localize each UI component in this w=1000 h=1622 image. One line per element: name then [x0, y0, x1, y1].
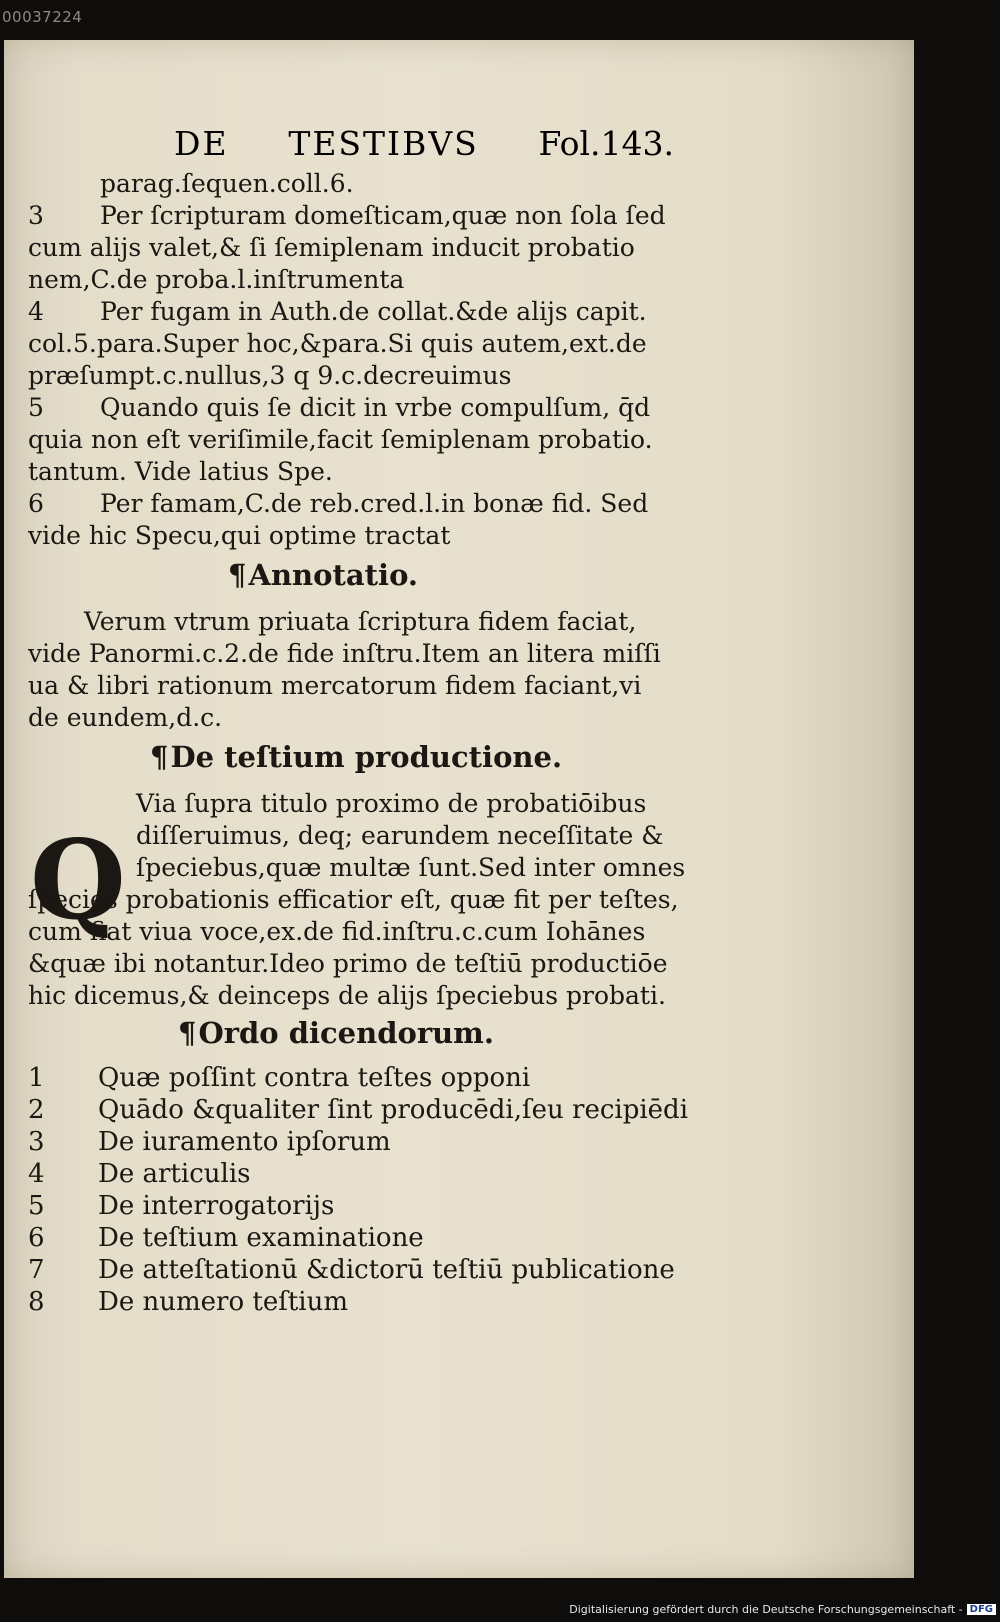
dfg-logo-icon: DFG	[967, 1604, 996, 1615]
text-line: vide Panormi.c.2.de fide inſtru.Item an litera miſſi	[28, 639, 661, 668]
text-line: 3 Per ſcripturam domeſticam,quæ non ſola ſed	[28, 201, 666, 230]
text-line: Via ſupra titulo proximo de probatiōibus	[136, 789, 647, 818]
text-line: parag.ſequen.coll.6.	[100, 169, 354, 198]
running-head-left: DE	[174, 124, 229, 163]
pilcrow-icon: ¶	[150, 740, 169, 774]
list-item: 7 De atteſtationū &dictorū teſtiū publicatione	[28, 1255, 675, 1285]
folio-number: Fol.143.	[538, 124, 674, 163]
book-page	[4, 40, 914, 1578]
text-line: cum fiat viua voce,ex.de fid.inſtru.c.cum Iohānes	[28, 917, 646, 946]
initial-letter: Q	[30, 815, 126, 944]
list-item: 3 De iuramento ipſorum	[28, 1127, 391, 1157]
list-item: 2 Quādo &qualiter ſint producēdi,ſeu recipiēdi	[28, 1095, 689, 1125]
text-line: ſpeciebus,quæ multæ ſunt.Sed inter omnes	[136, 853, 686, 882]
text-line: cum alijs valet,& ſi ſemiplenam inducit probatio	[28, 233, 635, 262]
running-head-title: TESTIBVS	[288, 124, 479, 163]
running-head	[174, 124, 674, 163]
text-line: 4 Per fugam in Auth.de collat.&de alijs capit.	[28, 297, 647, 326]
text-line: nem,C.de proba.l.inſtrumenta	[28, 265, 405, 294]
list-item: 5 De interrogatorijs	[28, 1191, 335, 1221]
list-item: 4 De articulis	[28, 1159, 251, 1189]
text-line: vide hic Specu,qui optime tractat	[28, 521, 451, 550]
text-line: col.5.para.Super hoc,&para.Si quis autem,ext.de	[28, 329, 647, 358]
credit-text: Digitalisierung gefördert durch die Deutsche Forschungsgemeinschaft -	[569, 1603, 963, 1616]
text-line: &quæ ibi notantur.Ideo primo de teſtiū productiōe	[28, 949, 668, 978]
text-line: quia non eſt veriſimile,facit ſemiplenam probatio.	[28, 425, 653, 454]
section-heading-productione: ¶De teſtium productione.	[150, 740, 563, 774]
list-item: 6 De teſtium examinatione	[28, 1223, 424, 1253]
pilcrow-icon: ¶	[228, 558, 247, 592]
text-line: hic dicemus,& deinceps de alijs ſpeciebus probati.	[28, 981, 666, 1010]
section-heading-ordo: ¶Ordo dicendorum.	[178, 1016, 494, 1050]
text-line: 5 Quando quis ſe dicit in vrbe compulſum, q̄d	[28, 393, 651, 422]
text-line: Verum vtrum priuata ſcriptura fidem faciat,	[84, 607, 637, 636]
pilcrow-icon: ¶	[178, 1016, 197, 1050]
text-line: de eundem,d.c.	[28, 703, 223, 732]
scan-identifier: 00037224	[2, 8, 83, 26]
text-line: diſſeruimus, deq; earundem neceſſitate &	[136, 821, 664, 850]
text-line: 6 Per famam,C.de reb.cred.l.in bonæ fid. Sed	[28, 489, 649, 518]
list-item: 1 Quæ poſſint contra teſtes opponi	[28, 1063, 531, 1093]
text-line: tantum. Vide latius Spe.	[28, 457, 333, 486]
section-heading-annotatio: ¶Annotatio.	[228, 558, 418, 592]
text-line: præſumpt.c.nullus,3 q 9.c.decreuimus	[28, 361, 512, 390]
text-line: ſpecies probationis efficatior eſt, quæ fit per teſtes,	[28, 885, 679, 914]
text-line: ua & libri rationum mercatorum fidem faciant,vi	[28, 671, 642, 700]
digitization-credit	[569, 1603, 996, 1616]
list-item: 8 De numero teſtium	[28, 1287, 348, 1317]
